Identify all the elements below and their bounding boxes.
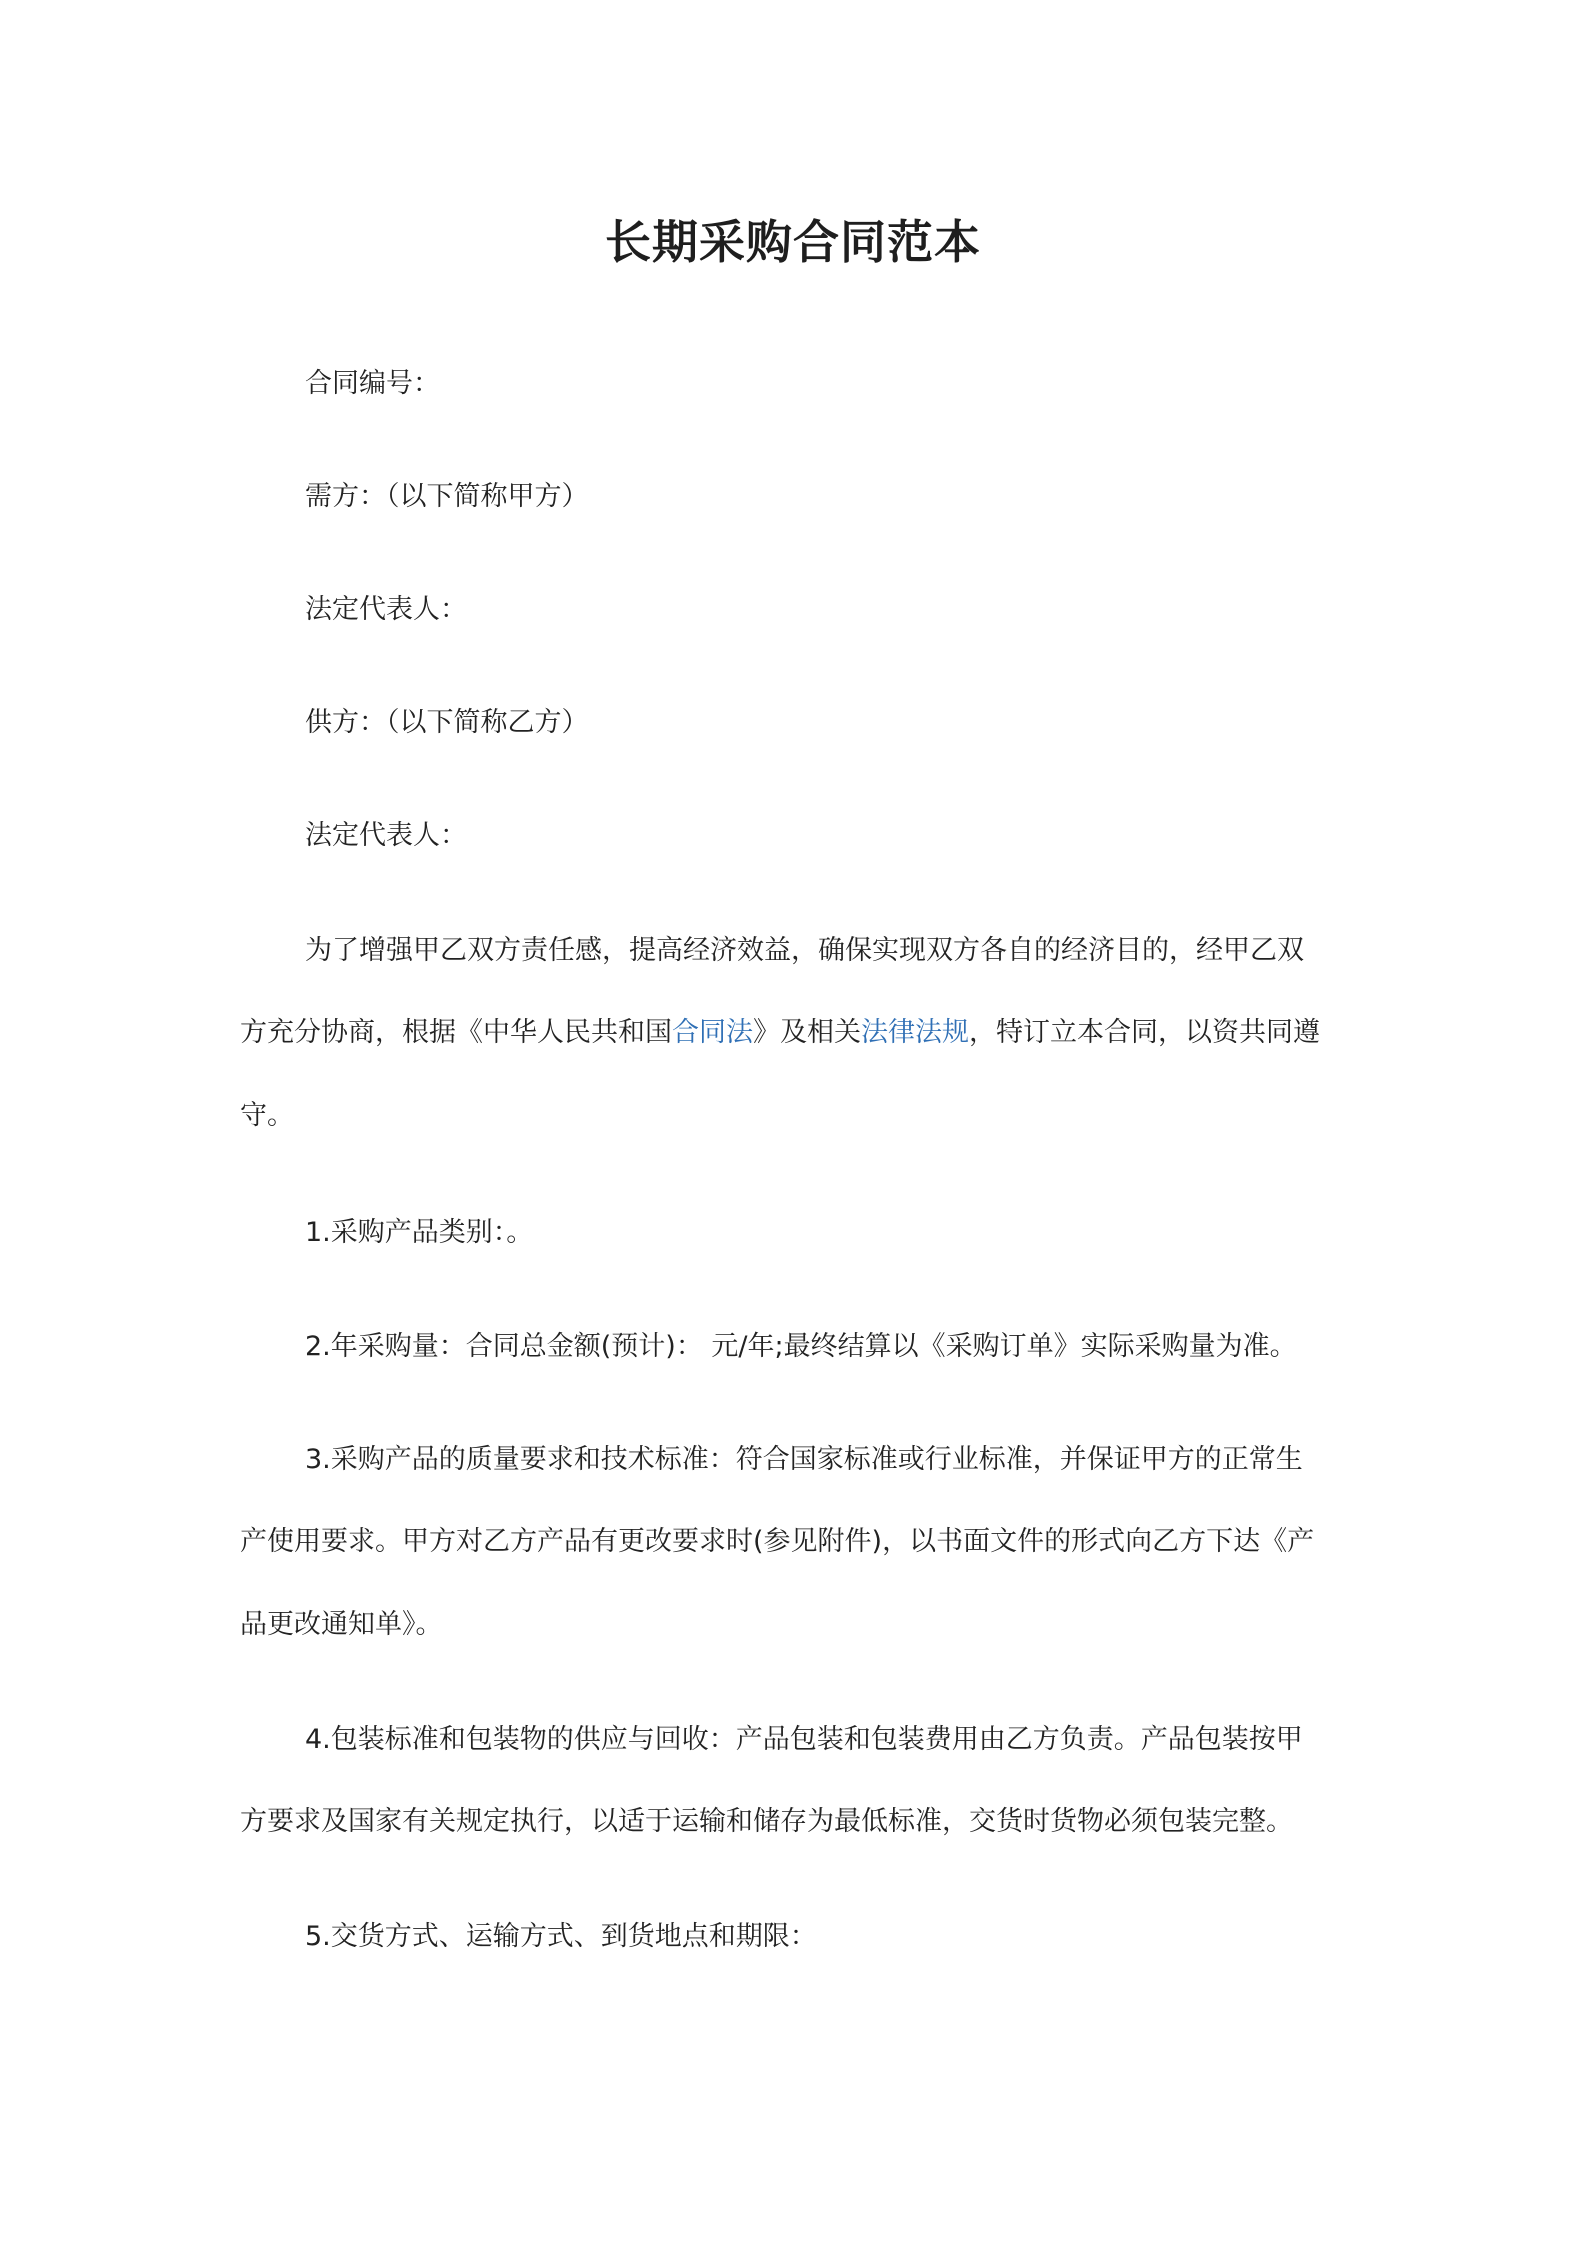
- clause-2: 2.年采购量：合同总金额(预计)： 元/年;最终结算以《采购订单》实际采购量为准。: [305, 1331, 1297, 1362]
- clause-3-line-1: 3.采购产品的质量要求和技术标准：符合国家标准或行业标准，并保证甲方的正常生: [305, 1444, 1303, 1475]
- clause-3-line-2: 产使用要求。甲方对乙方产品有更改要求时(参见附件)，以书面文件的形式向乙方下达《产: [240, 1526, 1315, 1557]
- intro-text-3: ，特订立本合同，以资共同遵: [969, 1017, 1320, 1048]
- intro-text-1: 方充分协商，根据《中华人民共和国: [240, 1017, 672, 1048]
- supplier-field: 供方：（以下简称乙方）: [305, 707, 589, 738]
- clause-1: 1.采购产品类别：。: [305, 1217, 534, 1248]
- contract-number-field: 合同编号：: [305, 368, 440, 399]
- laws-regulations-link[interactable]: 法律法规: [861, 1017, 969, 1048]
- intro-text-2: 》及相关: [753, 1017, 861, 1048]
- clause-4-line-2: 方要求及国家有关规定执行，以适于运输和储存为最低标准，交货时货物必须包装完整。: [240, 1806, 1293, 1837]
- clause-3-line-3: 品更改通知单》。: [240, 1609, 443, 1640]
- buyer-representative-field: 法定代表人：: [305, 594, 467, 625]
- contract-law-link[interactable]: 合同法: [672, 1017, 753, 1048]
- clause-4-line-1: 4.包装标准和包装物的供应与回收：产品包装和包装费用由乙方负责。产品包装按甲: [305, 1724, 1303, 1755]
- buyer-field: 需方：（以下简称甲方）: [305, 481, 589, 512]
- clause-5: 5.交货方式、运输方式、到货地点和期限：: [305, 1921, 817, 1952]
- intro-line-1: 为了增强甲乙双方责任感，提高经济效益，确保实现双方各自的经济目的，经甲乙双: [305, 935, 1304, 966]
- supplier-representative-field: 法定代表人：: [305, 820, 467, 851]
- intro-line-3: 守。: [240, 1100, 294, 1131]
- document-title: 长期采购合同范本: [605, 215, 981, 269]
- intro-line-2: [240, 1013, 1320, 1053]
